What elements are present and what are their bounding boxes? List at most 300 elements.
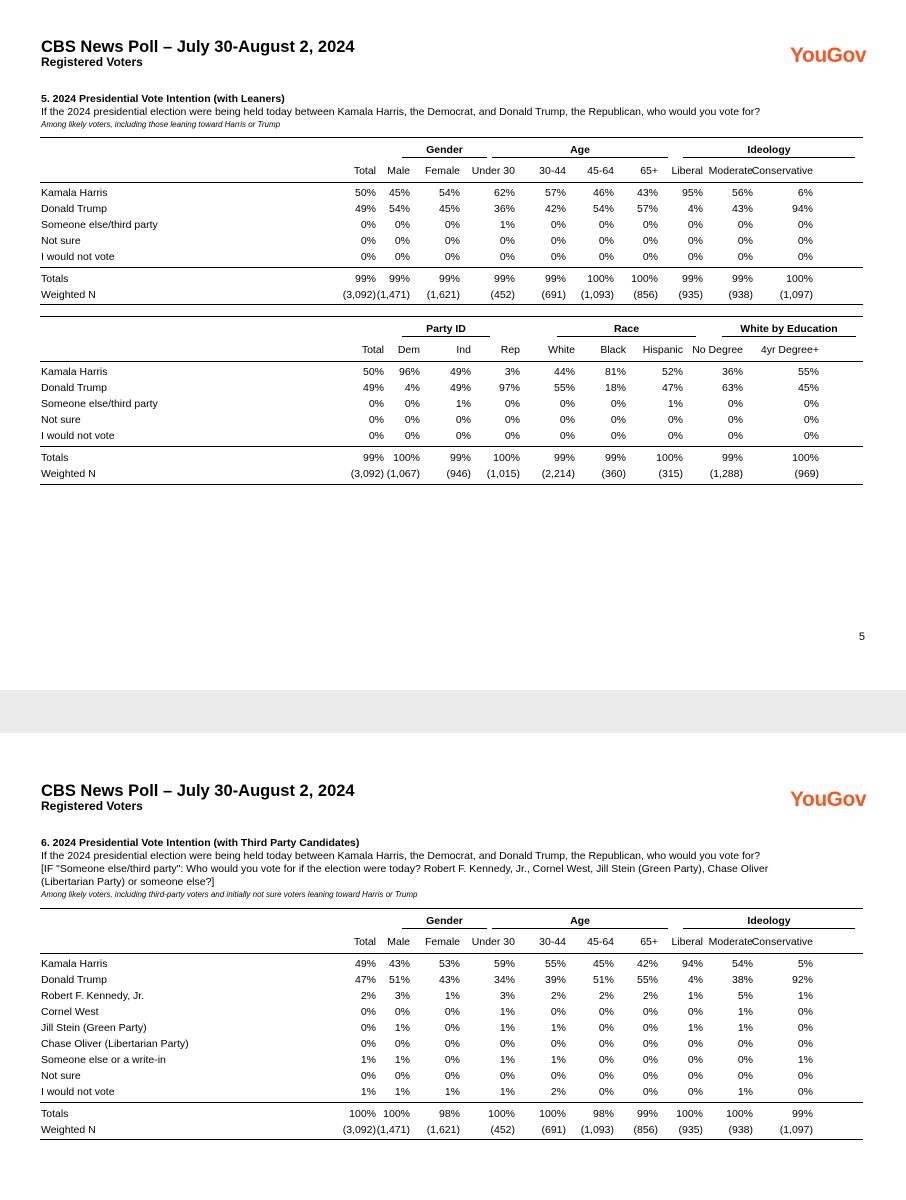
table-cell: (935) xyxy=(678,1124,703,1136)
row-label: Totals xyxy=(41,452,69,464)
column-header: Moderate xyxy=(708,936,753,948)
table-row xyxy=(40,1084,863,1100)
question-text: If the 2024 presidential election were being held today between Kamala Harris, the Democrat, and Donald Trump, the Republican, who would you vote for? xyxy=(41,850,761,862)
column-group-header: Gender xyxy=(402,143,487,158)
row-label: Not sure xyxy=(41,235,81,247)
table-cell: (1,097) xyxy=(779,289,813,301)
document-page-6 xyxy=(0,733,906,1200)
row-label: I would not vote xyxy=(41,430,115,442)
table-cell: 100% xyxy=(539,1108,566,1120)
table-cell: (1,093) xyxy=(580,289,614,301)
table-cell: 0% xyxy=(559,430,575,442)
table-cell: 99% xyxy=(354,273,376,285)
question-6-block xyxy=(41,837,821,901)
column-header: Total xyxy=(353,165,376,177)
column-group-header: Age xyxy=(492,914,668,929)
question-note: Among likely voters, including those leaning toward Harris or Trump xyxy=(41,120,281,129)
table-cell: 56% xyxy=(731,187,753,199)
table-cell: 0% xyxy=(598,251,614,263)
table-cell: 0% xyxy=(687,1070,703,1082)
yougov-logo: YouGov xyxy=(790,788,866,811)
table-cell: 100% xyxy=(786,273,813,285)
table-cell: 49% xyxy=(354,958,376,970)
column-group-header: White by Education xyxy=(722,322,856,337)
table-cell: 81% xyxy=(604,366,626,378)
row-label: Donald Trump xyxy=(41,382,107,394)
table-cell: 1% xyxy=(444,990,460,1002)
table-cell: 45% xyxy=(797,382,819,394)
question-text: If the 2024 presidential election were being held today between Kamala Harris, the Democrat, and Donald Trump, the Republican, who would you vote for? xyxy=(41,106,761,118)
table-cell: 0% xyxy=(642,1086,658,1098)
row-label: Someone else/third party xyxy=(41,219,158,231)
table-cell: (856) xyxy=(633,289,658,301)
row-label: Weighted N xyxy=(41,289,96,301)
table-cell: 18% xyxy=(604,382,626,394)
table-cell: 0% xyxy=(667,430,683,442)
table-cell: 0% xyxy=(394,219,410,231)
column-header: Liberal xyxy=(671,165,703,177)
table-cell: 0% xyxy=(797,1006,813,1018)
row-label: Totals xyxy=(41,273,69,285)
column-header-row xyxy=(40,342,863,358)
table-cell: 4% xyxy=(687,974,703,986)
table-cell: 0% xyxy=(455,430,471,442)
table-cell: 0% xyxy=(360,1006,376,1018)
table-cell: 0% xyxy=(360,251,376,263)
table-cell: 0% xyxy=(499,235,515,247)
column-header: 30-44 xyxy=(539,936,566,948)
table-cell: 0% xyxy=(687,251,703,263)
table-cell: 0% xyxy=(404,430,420,442)
question-5-block xyxy=(41,93,821,131)
table-cell: 0% xyxy=(598,1022,614,1034)
table-cell: 0% xyxy=(642,1006,658,1018)
table-cell: 1% xyxy=(550,1054,566,1066)
weighted-n-row xyxy=(40,287,863,303)
yougov-logo: YouGov xyxy=(790,44,866,67)
table-cell: 50% xyxy=(362,366,384,378)
column-group-header: Party ID xyxy=(402,322,490,337)
table-cell: 0% xyxy=(598,1070,614,1082)
table-cell: 42% xyxy=(636,958,658,970)
row-label: Kamala Harris xyxy=(41,187,108,199)
table-cell: 45% xyxy=(438,203,460,215)
table-cell: 99% xyxy=(362,452,384,464)
table-cell: (2,214) xyxy=(541,468,575,480)
header-divider xyxy=(40,953,863,954)
table-cell: 50% xyxy=(354,187,376,199)
table-row xyxy=(40,396,863,412)
page-number: 5 xyxy=(858,631,865,643)
table-cell: 100% xyxy=(676,1108,703,1120)
row-label: I would not vote xyxy=(41,251,115,263)
table-row xyxy=(40,249,863,265)
table-cell: 100% xyxy=(383,1108,410,1120)
crosstab-table xyxy=(40,908,863,1140)
question-note: Among likely voters, including third-party voters and initially not sure voters leaning toward Harris or Trump xyxy=(41,890,418,899)
table-row xyxy=(40,201,863,217)
table-cell: 47% xyxy=(354,974,376,986)
table-cell: 0% xyxy=(737,1038,753,1050)
table-cell: 0% xyxy=(797,1038,813,1050)
row-label: Not sure xyxy=(41,1070,81,1082)
table-cell: 34% xyxy=(493,974,515,986)
table-cell: (1,067) xyxy=(386,468,420,480)
question-title: 5. 2024 Presidential Vote Intention (with Leaners) xyxy=(41,93,285,105)
table-cell: 0% xyxy=(642,235,658,247)
table-cell: 42% xyxy=(544,203,566,215)
table-cell: 0% xyxy=(444,1006,460,1018)
table-cell: 54% xyxy=(731,958,753,970)
table-row xyxy=(40,428,863,444)
table-cell: 51% xyxy=(592,974,614,986)
table-cell: (938) xyxy=(728,289,753,301)
table-cell: 0% xyxy=(360,1070,376,1082)
table-cell: 0% xyxy=(797,235,813,247)
table-cell: 0% xyxy=(444,1070,460,1082)
table-cell: 1% xyxy=(455,398,471,410)
table-cell: 0% xyxy=(360,1022,376,1034)
column-header: Ind xyxy=(456,344,471,356)
table-cell: 100% xyxy=(488,1108,515,1120)
table-cell: 100% xyxy=(792,452,819,464)
row-label: Totals xyxy=(41,1108,69,1120)
page-title: CBS News Poll – July 30-August 2, 2024 xyxy=(41,782,355,800)
table-cell: 1% xyxy=(499,1006,515,1018)
row-label: Jill Stein (Green Party) xyxy=(41,1022,147,1034)
table-cell: 0% xyxy=(444,1022,460,1034)
crosstab-table xyxy=(40,137,863,305)
table-cell: 0% xyxy=(550,1070,566,1082)
table-cell: 2% xyxy=(642,990,658,1002)
table-cell: 1% xyxy=(737,1086,753,1098)
row-label: Someone else or a write-in xyxy=(41,1054,166,1066)
weighted-n-row xyxy=(40,466,863,482)
table-cell: 0% xyxy=(598,235,614,247)
table-cell: 54% xyxy=(388,203,410,215)
table-cell: 1% xyxy=(394,1022,410,1034)
table-cell: 55% xyxy=(636,974,658,986)
table-cell: (360) xyxy=(601,468,626,480)
table-row xyxy=(40,972,863,988)
table-cell: 0% xyxy=(550,219,566,231)
table-cell: 3% xyxy=(499,990,515,1002)
table-cell: 0% xyxy=(642,251,658,263)
table-row xyxy=(40,217,863,233)
column-header: Liberal xyxy=(671,936,703,948)
table-cell: 0% xyxy=(455,414,471,426)
table-cell: 95% xyxy=(681,187,703,199)
table-cell: 0% xyxy=(727,414,743,426)
table-cell: 43% xyxy=(438,974,460,986)
table-cell: 5% xyxy=(797,958,813,970)
table-cell: 1% xyxy=(667,398,683,410)
question-title: 6. 2024 Presidential Vote Intention (with Third Party Candidates) xyxy=(41,837,360,849)
column-header: 65+ xyxy=(640,936,658,948)
table-cell: 1% xyxy=(687,990,703,1002)
column-header: Female xyxy=(424,165,460,177)
row-label: Cornel West xyxy=(41,1006,99,1018)
table-cell: 0% xyxy=(444,235,460,247)
table-cell: 0% xyxy=(404,414,420,426)
table-cell: (946) xyxy=(446,468,471,480)
table-cell: 100% xyxy=(631,273,658,285)
crosstab-table xyxy=(40,316,863,485)
table-cell: 54% xyxy=(438,187,460,199)
table-cell: 55% xyxy=(544,958,566,970)
table-cell: (3,092) xyxy=(342,289,376,301)
table-cell: 52% xyxy=(661,366,683,378)
header-divider xyxy=(40,361,863,362)
table-row xyxy=(40,233,863,249)
table-cell: 0% xyxy=(803,430,819,442)
row-label: I would not vote xyxy=(41,1086,115,1098)
table-cell: 44% xyxy=(553,366,575,378)
table-cell: 0% xyxy=(687,235,703,247)
table-cell: 0% xyxy=(797,1070,813,1082)
table-cell: 2% xyxy=(360,990,376,1002)
table-row xyxy=(40,956,863,972)
table-cell: 99% xyxy=(721,452,743,464)
table-cell: 0% xyxy=(394,1006,410,1018)
table-cell: 0% xyxy=(444,1054,460,1066)
table-cell: 0% xyxy=(737,251,753,263)
table-cell: 0% xyxy=(687,1054,703,1066)
table-cell: 0% xyxy=(727,430,743,442)
table-cell: 98% xyxy=(438,1108,460,1120)
column-group-header: Gender xyxy=(402,914,487,929)
table-cell: 0% xyxy=(360,1038,376,1050)
table-cell: 43% xyxy=(731,203,753,215)
column-header: 30-44 xyxy=(539,165,566,177)
table-cell: (1,015) xyxy=(486,468,520,480)
table-cell: 0% xyxy=(797,1086,813,1098)
row-label: Someone else/third party xyxy=(41,398,158,410)
column-header: Black xyxy=(600,344,626,356)
table-row xyxy=(40,364,863,380)
table-cell: 51% xyxy=(388,974,410,986)
table-cell: 0% xyxy=(797,1022,813,1034)
table-cell: 0% xyxy=(598,219,614,231)
row-label: Kamala Harris xyxy=(41,958,108,970)
table-cell: 0% xyxy=(504,414,520,426)
column-group-header: Age xyxy=(492,143,668,158)
table-cell: 99% xyxy=(449,452,471,464)
table-cell: 1% xyxy=(499,1022,515,1034)
table-cell: 97% xyxy=(498,382,520,394)
table-cell: 0% xyxy=(444,219,460,231)
table-cell: 1% xyxy=(687,1022,703,1034)
row-label: Weighted N xyxy=(41,1124,96,1136)
table-row xyxy=(40,988,863,1004)
table-row xyxy=(40,1068,863,1084)
header-divider xyxy=(40,182,863,183)
table-row xyxy=(40,412,863,428)
table-cell: 0% xyxy=(610,430,626,442)
page-subtitle: Registered Voters xyxy=(41,799,143,813)
row-label: Donald Trump xyxy=(41,974,107,986)
column-header: Hispanic xyxy=(642,344,683,356)
totals-row xyxy=(40,271,863,287)
table-cell: 0% xyxy=(687,1006,703,1018)
table-cell: 99% xyxy=(731,273,753,285)
table-cell: 3% xyxy=(504,366,520,378)
table-cell: 0% xyxy=(687,219,703,231)
table-cell: 0% xyxy=(394,235,410,247)
table-cell: (691) xyxy=(541,1124,566,1136)
table-cell: 94% xyxy=(681,958,703,970)
table-cell: 0% xyxy=(803,398,819,410)
table-cell: 45% xyxy=(388,187,410,199)
table-cell: 1% xyxy=(394,1086,410,1098)
table-cell: (315) xyxy=(658,468,683,480)
table-cell: 0% xyxy=(368,398,384,410)
table-cell: 99% xyxy=(388,273,410,285)
row-label: Weighted N xyxy=(41,468,96,480)
column-header: 45-64 xyxy=(587,165,614,177)
row-label: Donald Trump xyxy=(41,203,107,215)
column-header: No Degree xyxy=(692,344,743,356)
table-cell: 0% xyxy=(642,1070,658,1082)
table-cell: (1,471) xyxy=(376,1124,410,1136)
table-cell: 0% xyxy=(368,430,384,442)
table-cell: (938) xyxy=(728,1124,753,1136)
table-cell: (969) xyxy=(794,468,819,480)
table-cell: 3% xyxy=(394,990,410,1002)
table-cell: 62% xyxy=(493,187,515,199)
table-cell: 0% xyxy=(737,235,753,247)
table-cell: 0% xyxy=(559,414,575,426)
table-cell: 1% xyxy=(360,1054,376,1066)
table-cell: 0% xyxy=(444,1038,460,1050)
row-label: Robert F. Kennedy, Jr. xyxy=(41,990,145,1002)
column-header: White xyxy=(548,344,575,356)
page-header xyxy=(41,38,355,69)
table-cell: 100% xyxy=(493,452,520,464)
table-cell: 99% xyxy=(604,452,626,464)
column-header: Conservative xyxy=(751,936,813,948)
table-cell: 92% xyxy=(791,974,813,986)
column-header: Conservative xyxy=(751,165,813,177)
weighted-n-row xyxy=(40,1122,863,1138)
table-cell: 0% xyxy=(504,430,520,442)
table-cell: 0% xyxy=(550,1038,566,1050)
table-cell: 2% xyxy=(598,990,614,1002)
table-cell: (1,621) xyxy=(426,1124,460,1136)
column-header: 45-64 xyxy=(587,936,614,948)
table-cell: 0% xyxy=(368,414,384,426)
table-cell: 0% xyxy=(642,1038,658,1050)
table-cell: 53% xyxy=(438,958,460,970)
column-group-header: Ideology xyxy=(683,914,855,929)
table-cell: 43% xyxy=(388,958,410,970)
table-cell: 0% xyxy=(737,1054,753,1066)
table-cell: 99% xyxy=(438,273,460,285)
table-cell: 99% xyxy=(553,452,575,464)
table-cell: 0% xyxy=(394,251,410,263)
table-cell: 4% xyxy=(404,382,420,394)
table-cell: 0% xyxy=(499,1038,515,1050)
column-header: Female xyxy=(424,936,460,948)
column-group-header: Race xyxy=(557,322,696,337)
table-cell: 1% xyxy=(499,1054,515,1066)
page-header xyxy=(41,782,355,813)
column-header: Dem xyxy=(397,344,420,356)
table-cell: (1,621) xyxy=(426,289,460,301)
table-cell: 0% xyxy=(737,1070,753,1082)
column-header: Under 30 xyxy=(471,936,515,948)
table-cell: 46% xyxy=(592,187,614,199)
table-cell: 0% xyxy=(444,251,460,263)
table-cell: 47% xyxy=(661,382,683,394)
table-cell: 100% xyxy=(393,452,420,464)
table-row xyxy=(40,380,863,396)
column-header: Total xyxy=(353,936,376,948)
table-cell: (1,097) xyxy=(779,1124,813,1136)
table-cell: 55% xyxy=(797,366,819,378)
table-cell: 0% xyxy=(394,1070,410,1082)
table-cell: 6% xyxy=(797,187,813,199)
table-cell: 0% xyxy=(803,414,819,426)
page-subtitle: Registered Voters xyxy=(41,55,143,69)
table-cell: 57% xyxy=(636,203,658,215)
table-cell: 1% xyxy=(797,1054,813,1066)
column-header-row xyxy=(40,934,863,950)
table-cell: (1,093) xyxy=(580,1124,614,1136)
table-cell: 1% xyxy=(550,1022,566,1034)
table-cell: (691) xyxy=(541,289,566,301)
table-row xyxy=(40,185,863,201)
table-cell: 99% xyxy=(544,273,566,285)
table-cell: 1% xyxy=(444,1086,460,1098)
table-cell: 2% xyxy=(550,990,566,1002)
table-cell: 36% xyxy=(493,203,515,215)
table-cell: 63% xyxy=(721,382,743,394)
table-cell: 0% xyxy=(550,251,566,263)
table-cell: 0% xyxy=(727,398,743,410)
table-cell: 96% xyxy=(398,366,420,378)
table-cell: 43% xyxy=(636,187,658,199)
table-cell: 0% xyxy=(598,1006,614,1018)
table-cell: 0% xyxy=(499,251,515,263)
table-cell: 49% xyxy=(449,366,471,378)
column-header-row xyxy=(40,163,863,179)
table-cell: 0% xyxy=(550,1006,566,1018)
table-cell: 1% xyxy=(737,1022,753,1034)
table-cell: 100% xyxy=(656,452,683,464)
table-cell: 57% xyxy=(544,187,566,199)
table-cell: 4% xyxy=(687,203,703,215)
table-cell: 99% xyxy=(636,1108,658,1120)
table-cell: 0% xyxy=(550,235,566,247)
table-cell: 38% xyxy=(731,974,753,986)
table-cell: 0% xyxy=(504,398,520,410)
table-cell: 49% xyxy=(449,382,471,394)
table-cell: 0% xyxy=(687,1086,703,1098)
table-cell: 5% xyxy=(737,990,753,1002)
row-label: Not sure xyxy=(41,414,81,426)
table-cell: 0% xyxy=(610,414,626,426)
table-cell: 99% xyxy=(681,273,703,285)
table-cell: 49% xyxy=(354,203,376,215)
table-cell: 94% xyxy=(791,203,813,215)
table-cell: (452) xyxy=(490,1124,515,1136)
table-cell: 0% xyxy=(642,1022,658,1034)
row-label: Kamala Harris xyxy=(41,366,108,378)
table-cell: 1% xyxy=(394,1054,410,1066)
table-cell: 1% xyxy=(737,1006,753,1018)
column-header: Total xyxy=(361,344,384,356)
